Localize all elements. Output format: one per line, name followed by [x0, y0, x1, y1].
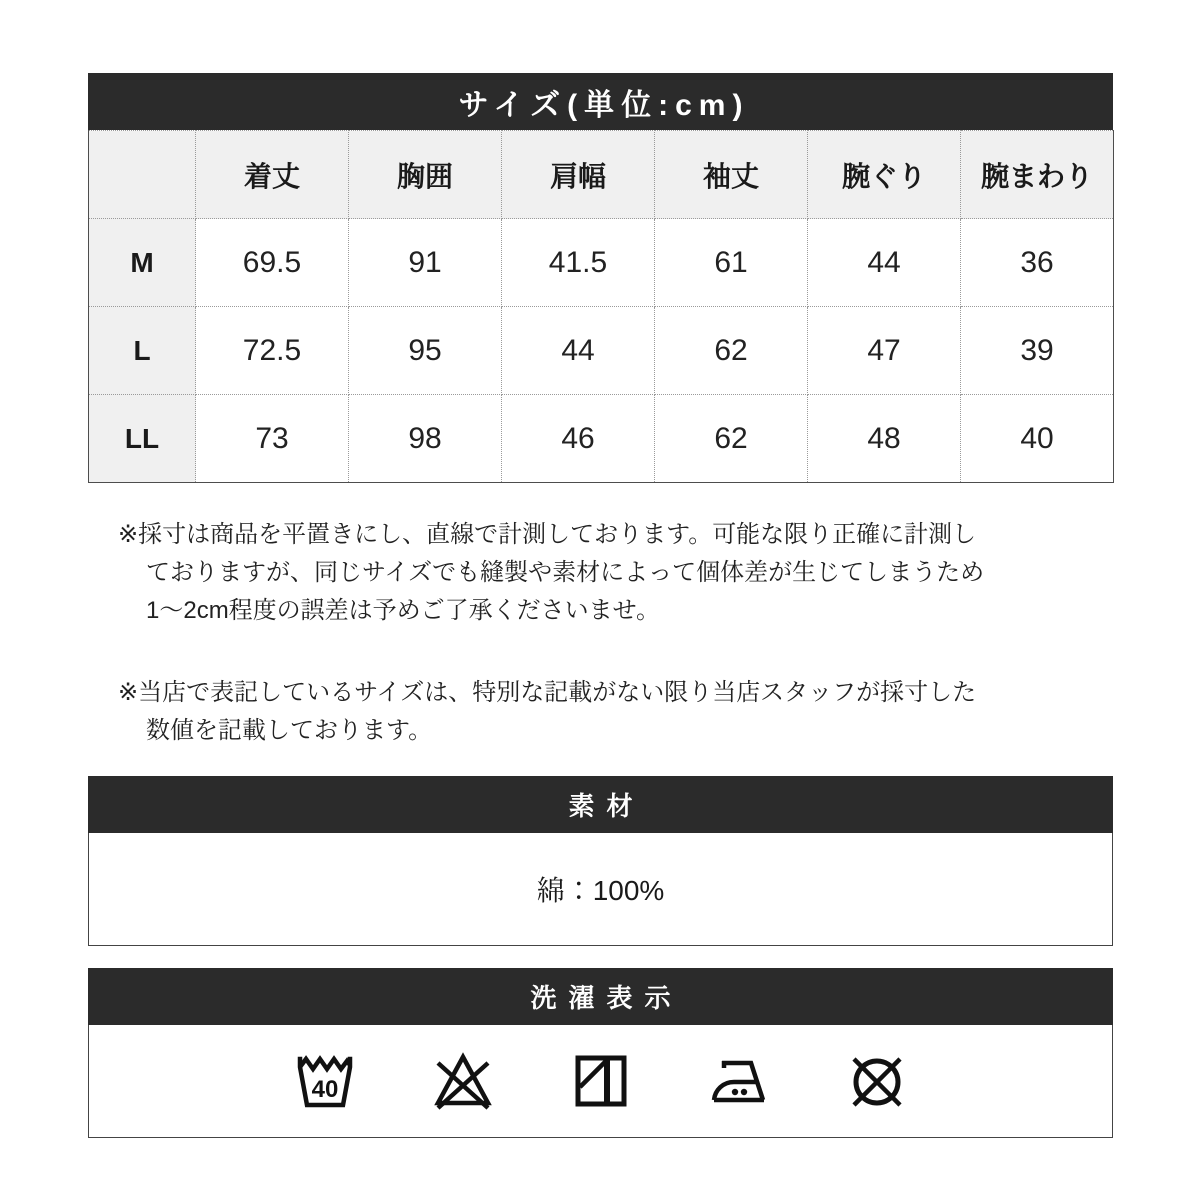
table-cell: 46: [502, 395, 655, 483]
laundry-title: 洗濯表示: [530, 983, 683, 1013]
material-section: [88, 776, 1113, 946]
svg-text:40: 40: [311, 1076, 338, 1103]
column-header-chest: 胸囲: [349, 131, 502, 219]
iron-medium-icon: [706, 1048, 772, 1114]
table-cell: 36: [961, 219, 1114, 307]
note-line: 1〜2cm程度の誤差は予めご了承くださいませ。: [146, 597, 660, 624]
table-cell: 41.5: [502, 219, 655, 307]
note-line: ※採寸は商品を平置きにし、直線で計測しております。可能な限り正確に計測し: [118, 521, 977, 548]
size-label-l: L: [89, 307, 196, 395]
material-title: 素材: [568, 791, 645, 821]
table-cell: 47: [808, 307, 961, 395]
notes-block: [118, 516, 1098, 750]
staff-measured-note: [118, 674, 1098, 750]
table-cell: 44: [808, 219, 961, 307]
table-cell: 62: [655, 307, 808, 395]
size-chart-header-bar: [88, 73, 1113, 130]
table-row-m: [89, 219, 1114, 307]
size-label-m: M: [89, 219, 196, 307]
note-line: ※当店で表記しているサイズは、特別な記載がない限り当店スタッフが採寸した: [118, 679, 977, 706]
table-cell: 91: [349, 219, 502, 307]
table-cell: 72.5: [196, 307, 349, 395]
table-cell: 44: [502, 307, 655, 395]
table-cell: 39: [961, 307, 1114, 395]
do-not-bleach-icon: [430, 1048, 496, 1114]
column-header-shoulder: 肩幅: [502, 131, 655, 219]
table-cell: 61: [655, 219, 808, 307]
measurement-note: [118, 516, 1098, 630]
table-cell: 48: [808, 395, 961, 483]
size-table-header-row: [89, 131, 1114, 219]
column-header-sleeve: 袖丈: [655, 131, 808, 219]
laundry-icons-panel: [88, 1025, 1113, 1138]
size-table-corner-cell: [89, 131, 196, 219]
material-header-bar: [88, 776, 1113, 833]
table-cell: 40: [961, 395, 1114, 483]
size-label-ll: LL: [89, 395, 196, 483]
table-cell: 73: [196, 395, 349, 483]
do-not-dry-clean-icon: [844, 1048, 910, 1114]
shade-hang-dry-icon: [568, 1048, 634, 1114]
size-chart-page: [88, 0, 1113, 1138]
machine-wash-40-icon: [292, 1048, 358, 1114]
material-value: 綿：100%: [536, 875, 665, 906]
note-line: 数値を記載しております。: [146, 717, 433, 744]
column-header-armhole: 腕ぐり: [808, 131, 961, 219]
column-header-length: 着丈: [196, 131, 349, 219]
size-chart-title: サイズ(単位:cm): [458, 88, 750, 122]
table-cell: 69.5: [196, 219, 349, 307]
table-cell: 98: [349, 395, 502, 483]
table-row-ll: [89, 395, 1114, 483]
table-cell: 62: [655, 395, 808, 483]
column-header-arm-width: 腕まわり: [961, 131, 1114, 219]
table-cell: 95: [349, 307, 502, 395]
material-panel: [88, 833, 1113, 946]
note-line: ておりますが、同じサイズでも縫製や素材によって個体差が生じてしまうため: [146, 559, 985, 586]
laundry-section: [88, 968, 1113, 1138]
table-row-l: [89, 307, 1114, 395]
size-table: [88, 130, 1114, 483]
laundry-header-bar: [88, 968, 1113, 1025]
